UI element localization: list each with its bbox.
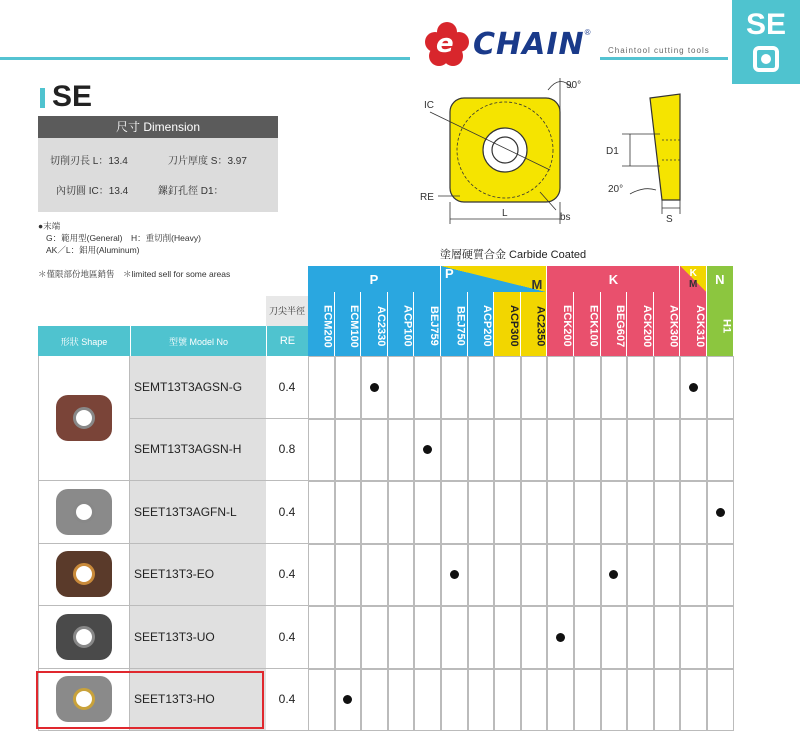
grade-cell bbox=[654, 356, 681, 419]
availability-dot bbox=[716, 508, 725, 517]
grade-cell bbox=[654, 606, 681, 669]
shape-semt bbox=[38, 356, 130, 481]
grade-cell bbox=[680, 606, 707, 669]
header-model: 型號 Model No bbox=[130, 326, 266, 356]
availability-dot bbox=[343, 695, 352, 704]
grade-cell bbox=[361, 356, 388, 419]
grade-cell bbox=[547, 606, 574, 669]
grade-cell bbox=[707, 419, 734, 482]
grade-cell bbox=[574, 356, 601, 419]
legend-title: ●末端 bbox=[38, 221, 61, 231]
group-km-m-label: M bbox=[689, 279, 698, 290]
brand-tagline: Chaintool cutting tools bbox=[608, 46, 710, 55]
grade-cell bbox=[335, 544, 362, 607]
grade-cell bbox=[441, 356, 468, 419]
grade-cell bbox=[308, 606, 335, 669]
grade-cell bbox=[547, 669, 574, 732]
grade-cell bbox=[361, 419, 388, 482]
re-cell: 0.4 bbox=[266, 356, 308, 419]
grade-header-bej759: BEJ759 bbox=[414, 292, 441, 356]
grade-cell bbox=[361, 669, 388, 732]
title-accent bbox=[40, 88, 45, 108]
grade-cell bbox=[601, 669, 628, 732]
grade-cell bbox=[441, 669, 468, 732]
re-cell: 0.4 bbox=[266, 544, 308, 607]
availability-dot bbox=[689, 383, 698, 392]
grade-header-acp200: ACP200 bbox=[468, 292, 495, 356]
grade-cell bbox=[521, 669, 548, 732]
grade-cell bbox=[308, 669, 335, 732]
grade-cell bbox=[335, 419, 362, 482]
header-shape: 形狀 Shape bbox=[38, 326, 130, 356]
model-cell: SEMT13T3AGSN-G bbox=[130, 356, 266, 419]
grade-header-ac2330: AC2330 bbox=[361, 292, 388, 356]
legend-line-1: G：範用型(General) H：重切削(Heavy) bbox=[46, 233, 201, 243]
insert-top-view-diagram bbox=[410, 74, 610, 234]
grade-header-eck100: ECK100 bbox=[574, 292, 601, 356]
grade-cell bbox=[680, 544, 707, 607]
carbide-coated-title: 塗層硬質合金 Carbide Coated bbox=[440, 249, 587, 261]
grade-cell bbox=[468, 419, 495, 482]
page-title: SE bbox=[52, 80, 93, 113]
availability-dot bbox=[609, 570, 618, 579]
grade-cell bbox=[414, 669, 441, 732]
label-bs: bs bbox=[560, 212, 571, 223]
grade-cell bbox=[521, 544, 548, 607]
grade-cell bbox=[547, 419, 574, 482]
shape-seet-eo bbox=[38, 544, 130, 607]
re-cell: 0.4 bbox=[266, 481, 308, 544]
header-rule-right bbox=[600, 57, 728, 60]
grade-header-bej750: BEJ750 bbox=[441, 292, 468, 356]
label-re: RE bbox=[420, 192, 434, 203]
group-k: K bbox=[547, 266, 679, 292]
grade-cell bbox=[627, 356, 654, 419]
grade-cell bbox=[601, 481, 628, 544]
model-cell: SEET13T3-HO bbox=[130, 669, 266, 732]
grade-header-ack300: ACK300 bbox=[654, 292, 681, 356]
dimension-box bbox=[38, 138, 278, 212]
group-pm-p-label: P bbox=[445, 266, 454, 281]
grade-cell bbox=[361, 606, 388, 669]
legend-line-2: AK／L：鋁用(Aluminum) bbox=[46, 245, 140, 255]
grade-cell bbox=[521, 356, 548, 419]
grade-cell bbox=[574, 544, 601, 607]
group-km bbox=[680, 266, 706, 292]
grade-cell bbox=[335, 356, 362, 419]
label-ic: IC bbox=[424, 100, 434, 111]
grade-cell bbox=[414, 356, 441, 419]
grade-cell bbox=[414, 481, 441, 544]
grade-cell bbox=[680, 356, 707, 419]
grade-cell bbox=[707, 481, 734, 544]
model-cell: SEMT13T3AGSN-H bbox=[130, 419, 266, 482]
grade-cell bbox=[335, 481, 362, 544]
model-cell: SEET13T3-UO bbox=[130, 606, 266, 669]
grade-cell bbox=[654, 419, 681, 482]
grade-cell bbox=[388, 419, 415, 482]
grade-cell bbox=[707, 606, 734, 669]
group-p: P bbox=[308, 266, 440, 292]
grade-cell bbox=[627, 419, 654, 482]
grade-cell bbox=[547, 544, 574, 607]
grade-cell bbox=[547, 356, 574, 419]
grade-cell bbox=[494, 481, 521, 544]
grade-cell bbox=[574, 606, 601, 669]
header-re-cn: 刀尖半徑 bbox=[266, 296, 308, 326]
grade-cell bbox=[388, 356, 415, 419]
grade-cell bbox=[441, 481, 468, 544]
grade-cell bbox=[680, 481, 707, 544]
flower-logo-icon: e bbox=[425, 22, 469, 66]
grade-cell bbox=[574, 419, 601, 482]
availability-dot bbox=[556, 633, 565, 642]
grade-cell bbox=[468, 356, 495, 419]
shape-seet-agfn bbox=[38, 481, 130, 544]
grade-cell bbox=[494, 606, 521, 669]
grade-cell bbox=[468, 481, 495, 544]
grade-header-ecm100: ECM100 bbox=[335, 292, 362, 356]
insert-image bbox=[56, 489, 112, 535]
dim-thickness: 刀片厚度 S：3.97 bbox=[168, 156, 247, 167]
label-d1: D1 bbox=[606, 146, 619, 157]
grade-cell bbox=[441, 419, 468, 482]
dim-inscribed-circle: 內切圓 IC：13.4 bbox=[56, 186, 129, 197]
header-rule-left bbox=[0, 57, 410, 60]
grade-cell bbox=[361, 481, 388, 544]
grade-header-ack310: ACK310 bbox=[680, 292, 707, 356]
group-pm-m-label: M bbox=[531, 277, 543, 292]
label-l: L bbox=[502, 208, 508, 219]
availability-dot bbox=[423, 445, 432, 454]
grade-header-ack200: ACK200 bbox=[627, 292, 654, 356]
grade-cell bbox=[414, 544, 441, 607]
insert-image bbox=[56, 614, 112, 660]
grade-cell bbox=[627, 606, 654, 669]
insert-icon bbox=[753, 46, 779, 72]
grade-header-ecm200: ECM200 bbox=[308, 292, 335, 356]
grade-cell bbox=[574, 481, 601, 544]
shape-seet-uo bbox=[38, 606, 130, 669]
grade-cell bbox=[601, 356, 628, 419]
grade-header-ac2350: AC2350 bbox=[521, 292, 548, 356]
grade-cell bbox=[707, 544, 734, 607]
grade-header-h1: H1 bbox=[707, 292, 734, 356]
brand-name: CHAIN bbox=[473, 26, 585, 62]
grade-cell bbox=[308, 544, 335, 607]
grade-cell bbox=[707, 356, 734, 419]
brand-logo bbox=[425, 22, 591, 66]
grade-cell bbox=[388, 544, 415, 607]
series-badge-text: SE bbox=[745, 8, 787, 41]
group-km-k-label: K bbox=[689, 268, 697, 279]
group-n: N bbox=[707, 266, 733, 292]
grade-cell bbox=[388, 606, 415, 669]
grade-cell bbox=[468, 669, 495, 732]
limited-sale-note: ＊僅限部份地區銷售 ＊limited sell for some areas bbox=[38, 269, 231, 279]
label-angle-20: 20° bbox=[608, 184, 624, 195]
re-cell: 0.4 bbox=[266, 606, 308, 669]
grade-cell bbox=[335, 606, 362, 669]
dim-screw-hole: 鏍釘孔徑 D1： bbox=[158, 186, 224, 197]
grade-cell bbox=[308, 481, 335, 544]
group-pm bbox=[441, 266, 546, 292]
grade-cell bbox=[680, 419, 707, 482]
grade-cell bbox=[494, 669, 521, 732]
grade-cell bbox=[361, 544, 388, 607]
grade-cell bbox=[547, 481, 574, 544]
grade-cell bbox=[627, 669, 654, 732]
grade-cell bbox=[521, 419, 548, 482]
model-cell: SEET13T3-EO bbox=[130, 544, 266, 607]
grade-cell bbox=[308, 419, 335, 482]
availability-dot bbox=[450, 570, 459, 579]
dim-cutting-length: 切削刃長 L：13.4 bbox=[50, 156, 128, 167]
grade-cell bbox=[680, 669, 707, 732]
re-cell: 0.4 bbox=[266, 669, 308, 732]
model-cell: SEET13T3AGFN-L bbox=[130, 481, 266, 544]
grade-cell bbox=[494, 419, 521, 482]
grade-cell bbox=[468, 606, 495, 669]
grade-header-beg607: BEG607 bbox=[601, 292, 628, 356]
grade-cell bbox=[494, 356, 521, 419]
grade-cell bbox=[627, 544, 654, 607]
grade-cell bbox=[388, 669, 415, 732]
grade-cell bbox=[601, 544, 628, 607]
grade-cell bbox=[521, 606, 548, 669]
grade-cell bbox=[654, 669, 681, 732]
grade-cell bbox=[388, 481, 415, 544]
grade-cell bbox=[521, 481, 548, 544]
grade-header-eck200: ECK200 bbox=[547, 292, 574, 356]
grade-cell bbox=[441, 544, 468, 607]
grade-cell bbox=[707, 669, 734, 732]
availability-dot bbox=[370, 383, 379, 392]
label-angle-90: 90° bbox=[566, 80, 582, 91]
grade-cell bbox=[494, 544, 521, 607]
insert-image bbox=[56, 551, 112, 597]
grade-cell bbox=[601, 419, 628, 482]
grade-cell bbox=[441, 606, 468, 669]
header-re: RE bbox=[266, 326, 308, 356]
grade-header-acp300: ACP300 bbox=[494, 292, 521, 356]
insert-side-view-diagram bbox=[600, 90, 700, 230]
dimension-header: 尺寸 Dimension bbox=[38, 116, 278, 138]
insert-image bbox=[56, 395, 112, 441]
grade-header-acp100: ACP100 bbox=[388, 292, 415, 356]
grade-cell bbox=[414, 606, 441, 669]
grade-cell bbox=[627, 481, 654, 544]
grade-cell bbox=[335, 669, 362, 732]
label-s: S bbox=[666, 214, 673, 225]
brand-registered-mark: ® bbox=[584, 28, 591, 37]
highlight-box bbox=[36, 671, 264, 730]
grade-cell bbox=[308, 356, 335, 419]
grade-cell bbox=[468, 544, 495, 607]
re-cell: 0.8 bbox=[266, 419, 308, 482]
grade-cell bbox=[654, 481, 681, 544]
grade-cell bbox=[654, 544, 681, 607]
series-badge bbox=[732, 0, 800, 84]
grade-cell bbox=[574, 669, 601, 732]
grade-cell bbox=[414, 419, 441, 482]
grade-cell bbox=[601, 606, 628, 669]
